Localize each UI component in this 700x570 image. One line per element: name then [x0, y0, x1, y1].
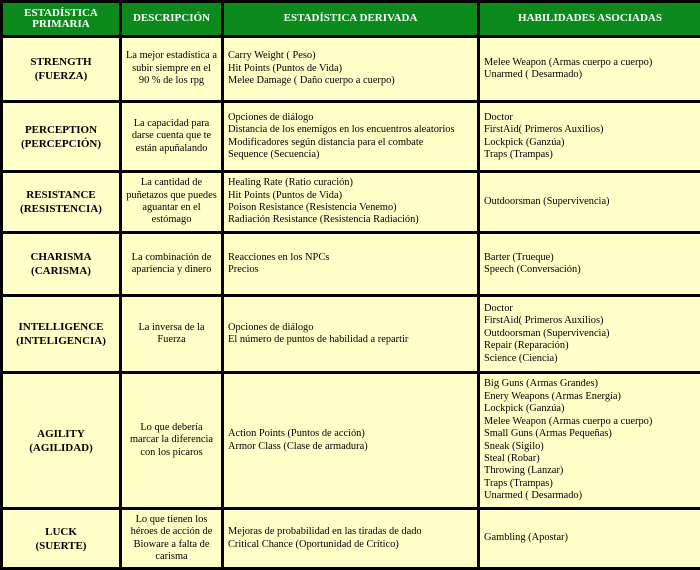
derived-stat-item: Opciones de diálogo [228, 321, 314, 333]
derived-stat-item: Critical Chance (Oportunidad de Crítico) [228, 538, 399, 550]
primary-stat-cell [3, 510, 119, 567]
primary-stat-cell [3, 234, 119, 294]
primary-stat-name: CHARISMA [30, 251, 92, 263]
derived-stat-item: El número de puntos de habilidad a repartir [228, 334, 409, 345]
table-header [3, 3, 700, 35]
table-row [3, 173, 700, 231]
primary-stat-name: (INTELIGENCIA) [16, 335, 106, 347]
derived-stat-item: Mejoras de probabilidad en las tiradas de dado [228, 526, 422, 538]
derived-stat-item: Armor Class (Clase de armadura) [228, 440, 368, 452]
derived-stat-item: Carry Weight ( Peso) [228, 50, 316, 62]
header-label: HABILIDADES ASOCIADAS [518, 12, 662, 25]
skill-item: Unarmed ( Desarmado) [484, 69, 583, 80]
header-description [122, 3, 221, 35]
derived-stat-item: Radiación Resistance (Resistencia Radiación) [228, 214, 419, 226]
skill-item: Outdoorsman (Supervivencia) [484, 327, 610, 339]
primary-stat-name: (AGILIDAD) [29, 441, 93, 454]
header-derived-stat [224, 3, 477, 35]
skill-item: Steal (Robar) [484, 452, 540, 464]
skill-item: Doctor [484, 302, 513, 314]
header-label: ESTADÍSTICA [24, 6, 98, 19]
header-label: DESCRIPCIÓN [132, 12, 210, 25]
skill-item: Lockpick (Ganzúa) [484, 403, 565, 415]
skill-item: Science (Ciencia) [484, 352, 558, 364]
derived-stat-cell [224, 38, 477, 100]
header-primary-stat [3, 3, 119, 35]
derived-stat-item: Healing Rate (Ratio curación) [228, 177, 353, 189]
primary-stat-cell [3, 297, 119, 371]
skill-item: Lockpick (Ganzúa) [484, 136, 565, 148]
skills-cell [480, 103, 700, 170]
primary-stat-name: INTELLIGENCE [18, 321, 104, 333]
derived-stat-item: Opciones de diálogo [228, 111, 314, 123]
skills-cell [480, 297, 700, 371]
table-body [3, 38, 700, 567]
primary-stat-name: (FUERZA) [34, 70, 88, 82]
skill-item: FirstAid( Primeros Auxilios) [484, 124, 604, 136]
primary-stat-cell [3, 173, 119, 231]
skill-item: Barter (Trueque) [484, 251, 554, 263]
derived-stat-cell [224, 173, 477, 231]
skill-item: Melee Weapon (Armas cuerpo a cuerpo) [484, 56, 653, 68]
primary-stat-name: (SUERTE) [35, 539, 87, 552]
table-row [3, 38, 700, 100]
derived-stat-item: Precios [228, 264, 259, 275]
skills-cell [480, 510, 700, 567]
primary-stat-name: LUCK [45, 525, 77, 538]
skill-item: Melee Weapon (Armas cuerpo a cuerpo) [484, 415, 653, 427]
skill-item: Doctor [484, 111, 513, 123]
skill-item: Big Guns (Armas Grandes) [484, 378, 598, 390]
description-cell: La mejor estadística a subir siempre en el 90 % de los rpg [122, 38, 221, 100]
skill-item: Small Guns (Armas Pequeñas) [484, 428, 612, 440]
skill-item: Throwing (Lanzar) [484, 465, 564, 477]
primary-stat-name: (CARISMA) [31, 265, 91, 277]
table-row [3, 297, 700, 371]
header-row [3, 3, 700, 35]
skill-item: Gambling (Apostar) [484, 532, 568, 544]
skill-item: Traps (Trampas) [484, 477, 553, 489]
primary-stat-name: RESISTANCE [26, 189, 96, 201]
primary-stat-name: (RESISTENCIA) [20, 203, 102, 215]
derived-stat-item: Hit Points (Puntos de Vida) [228, 189, 343, 201]
description-cell: Lo que debería marcar la diferencia con los pícaros [122, 374, 221, 507]
header-label: PRIMARIA [32, 18, 90, 30]
primary-stat-cell [3, 38, 119, 100]
primary-stat-cell [3, 103, 119, 170]
description-cell: Lo que tienen los héroes de acción de Bioware a falta de carisma [122, 510, 221, 567]
primary-stat-name: PERCEPTION [24, 123, 98, 136]
table-row [3, 234, 700, 294]
derived-stat-cell [224, 297, 477, 371]
table-row [3, 510, 700, 567]
skills-cell [480, 234, 700, 294]
skill-item: Traps (Trampas) [484, 148, 553, 160]
skill-item: Outdoorsman (Supervivencia) [484, 195, 610, 207]
derived-stat-cell [224, 234, 477, 294]
derived-stat-item: Melee Damage ( Daño cuerpo a cuerpo) [228, 75, 395, 87]
primary-stat-cell [3, 374, 119, 507]
skills-cell [480, 173, 700, 231]
primary-stat-name: AGILITY [37, 427, 85, 440]
table-row [3, 103, 700, 170]
table-row [3, 374, 700, 507]
description-cell: La inversa de la Fuerza [122, 297, 221, 371]
skill-item: FirstAid( Primeros Auxilios) [484, 315, 604, 327]
derived-stat-cell [224, 103, 477, 170]
derived-stat-item: Poison Resistance (Resistencia Venemo) [228, 202, 397, 213]
skill-item: Speech (Conversación) [484, 264, 581, 275]
primary-stat-name: STRENGTH [30, 56, 92, 68]
skill-item: Unarmed ( Desarmado) [484, 490, 583, 502]
description-cell: La capacidad para darse cuenta que te están apuñalando [122, 103, 221, 170]
skills-cell [480, 38, 700, 100]
skills-cell [480, 374, 700, 507]
skill-item: Sneak (Sigilo) [484, 440, 544, 452]
skill-item: Enery Weapons (Armas Energía) [484, 390, 621, 402]
derived-stat-item: Action Points (Puntos de acción) [228, 428, 365, 440]
derived-stat-item: Modificadores según distancia para el combate [228, 136, 424, 148]
header-label: ESTADÍSTICA DERIVADA [283, 12, 418, 25]
derived-stat-item: Distancia de los enemigos en los encuentros aleatorios [228, 124, 455, 136]
primary-stat-name: (PERCEPCIÓN) [20, 137, 102, 150]
header-skills [480, 3, 700, 35]
derived-stat-cell [224, 374, 477, 507]
description-cell: La combinación de apariencia y dinero [122, 234, 221, 294]
derived-stat-item: Reacciones en los NPCs [228, 251, 330, 263]
derived-stat-item: Hit Points (Puntos de Vida) [228, 62, 343, 74]
description-cell: La cantidad de puñetazos que puedes aguantar en el estómago [122, 173, 221, 231]
derived-stat-item: Sequence (Secuencia) [228, 148, 320, 160]
derived-stat-cell [224, 510, 477, 567]
skill-item: Repair (Reparación) [484, 340, 569, 352]
